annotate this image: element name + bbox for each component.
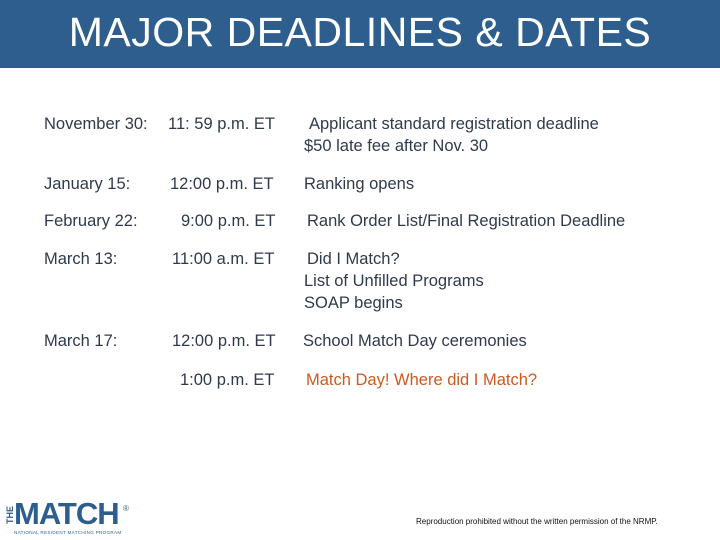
- time-mar-17: 12:00 p.m. ET: [172, 332, 276, 350]
- date-jan-15: January 15:: [44, 175, 131, 193]
- time-match-day: 1:00 p.m. ET: [180, 371, 275, 389]
- event-ranking-opens: Ranking opens: [304, 175, 415, 193]
- time-jan-15: 12:00 p.m. ET: [170, 175, 274, 193]
- event-registration-deadline: Applicant standard registration deadline: [309, 115, 599, 133]
- logo-the: THE: [5, 506, 15, 524]
- date-mar-13: March 13:: [44, 250, 118, 268]
- logo-subtitle: NATIONAL RESIDENT MATCHING PROGRAM: [14, 530, 122, 535]
- date-nov-30: November 30:: [44, 115, 148, 133]
- footer-notice: Reproduction prohibited without the written permission of the NRMP.: [416, 517, 658, 526]
- event-did-i-match: Did I Match?: [307, 250, 400, 268]
- event-soap-begins: SOAP begins: [304, 294, 403, 312]
- logo-registered-mark: ®: [123, 504, 129, 513]
- event-unfilled-programs: List of Unfilled Programs: [304, 272, 484, 290]
- time-mar-13: 11:00 a.m. ET: [172, 250, 275, 268]
- logo-match: MATCH: [14, 496, 119, 531]
- page-title: MAJOR DEADLINES & DATES: [68, 9, 652, 55]
- event-rol-deadline: Rank Order List/Final Registration Deadline: [307, 212, 626, 230]
- event-late-fee: $50 late fee after Nov. 30: [304, 137, 489, 155]
- event-school-ceremonies: School Match Day ceremonies: [303, 332, 527, 350]
- time-feb-22: 9:00 p.m. ET: [181, 212, 276, 230]
- event-match-day: Match Day! Where did I Match?: [306, 371, 538, 389]
- date-mar-17: March 17:: [44, 332, 118, 350]
- time-nov-30: 11: 59 p.m. ET: [168, 115, 275, 133]
- date-feb-22: February 22:: [44, 212, 138, 230]
